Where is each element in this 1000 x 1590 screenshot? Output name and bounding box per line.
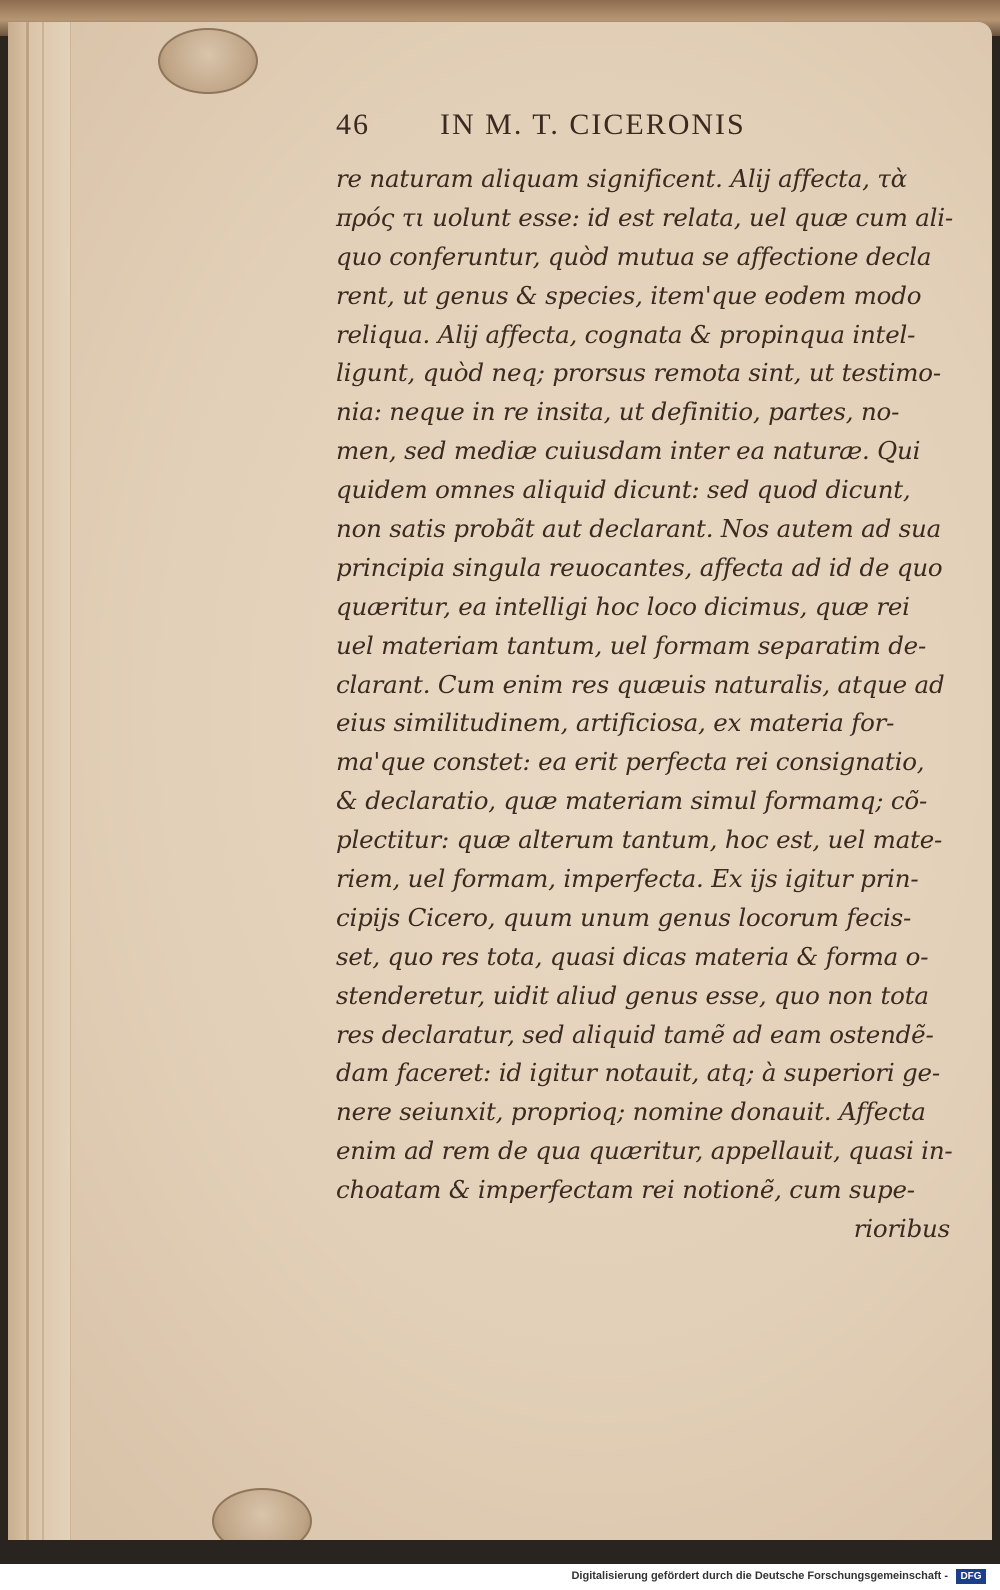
running-head: [336, 108, 956, 160]
text-line: choatam & imperfectam rei notionẽ, cum supe-: [336, 1175, 915, 1205]
text-line: reliqua. Alij affecta, cognata & propinqua intel-: [336, 319, 916, 349]
top-clasp-mark: [158, 28, 258, 94]
text-block: [336, 108, 956, 1249]
text-line: rent, ut genus & species, item'que eodem modo: [336, 280, 922, 310]
page-stack-edge: [8, 22, 71, 1552]
running-title: IN M. T. CICERONIS: [440, 108, 746, 141]
text-line: nia: neque in re insita, ut definitio, partes, no-: [336, 397, 900, 427]
text-line: cipijs Cicero, quum unum genus locorum fecis-: [336, 902, 912, 932]
catchword: rioribus: [853, 1214, 950, 1244]
text-line: πρός τι uolunt esse: id est relata, uel quæ cum ali-: [336, 202, 954, 232]
text-line: ma'que constet: ea erit perfecta rei consignatio,: [336, 747, 925, 777]
bottom-shadow: [0, 1540, 1000, 1564]
text-line: uel materiam tantum, uel formam separatim de-: [336, 630, 927, 660]
text-line: riem, uel formam, imperfecta. Ex ijs igitur prin-: [336, 864, 919, 894]
text-line: quo conferuntur, quòd mutua se affectione decla: [336, 241, 932, 271]
text-line: stenderetur, uidit aliud genus esse, quo non tota: [336, 980, 929, 1010]
dfg-logo-icon: DFG: [956, 1569, 986, 1584]
funding-notice: Digitalisierung gefördert durch die Deutsche Forschungsgemeinschaft -: [571, 1570, 948, 1582]
text-line: eius similitudinem, artificiosa, ex materia for-: [336, 708, 895, 738]
text-line: clarant. Cum enim res quæuis naturalis, atque ad: [336, 669, 945, 699]
text-line: principia singula reuocantes, affecta ad id de quo: [336, 552, 943, 582]
text-line: res declaratur, sed aliquid tamẽ ad eam ostendẽ-: [336, 1019, 934, 1049]
text-line: men, sed mediæ cuiusdam inter ea naturæ. Qui: [336, 436, 921, 466]
text-line: ligunt, quòd neq; prorsus remota sint, ut testimo-: [336, 358, 941, 388]
text-line: enim ad rem de qua quæritur, appellauit, quasi in-: [336, 1136, 953, 1166]
text-line: dam faceret: id igitur notauit, atq; à superiori ge-: [336, 1058, 940, 1088]
text-line: non satis probãt aut declarant. Nos autem ad sua: [336, 514, 942, 544]
text-line: quidem omnes aliquid dicunt: sed quod dicunt,: [336, 475, 911, 505]
text-line: & declaratio, quæ materiam simul formamq; cõ-: [336, 786, 928, 816]
body-text: [336, 160, 956, 1249]
text-line: plectitur: quæ alterum tantum, hoc est, uel mate-: [336, 825, 943, 855]
text-line: quæritur, ea intelligi hoc loco dicimus, quæ rei: [336, 591, 910, 621]
digitization-footer: [0, 1564, 1000, 1590]
text-line: set, quo res tota, quasi dicas materia & forma o-: [336, 941, 929, 971]
text-line: re naturam aliquam significent. Alij affecta, τὰ: [336, 164, 907, 193]
text-line: nere seiunxit, proprioq; nomine donauit. Affecta: [336, 1097, 926, 1127]
page-number: 46: [336, 108, 370, 141]
